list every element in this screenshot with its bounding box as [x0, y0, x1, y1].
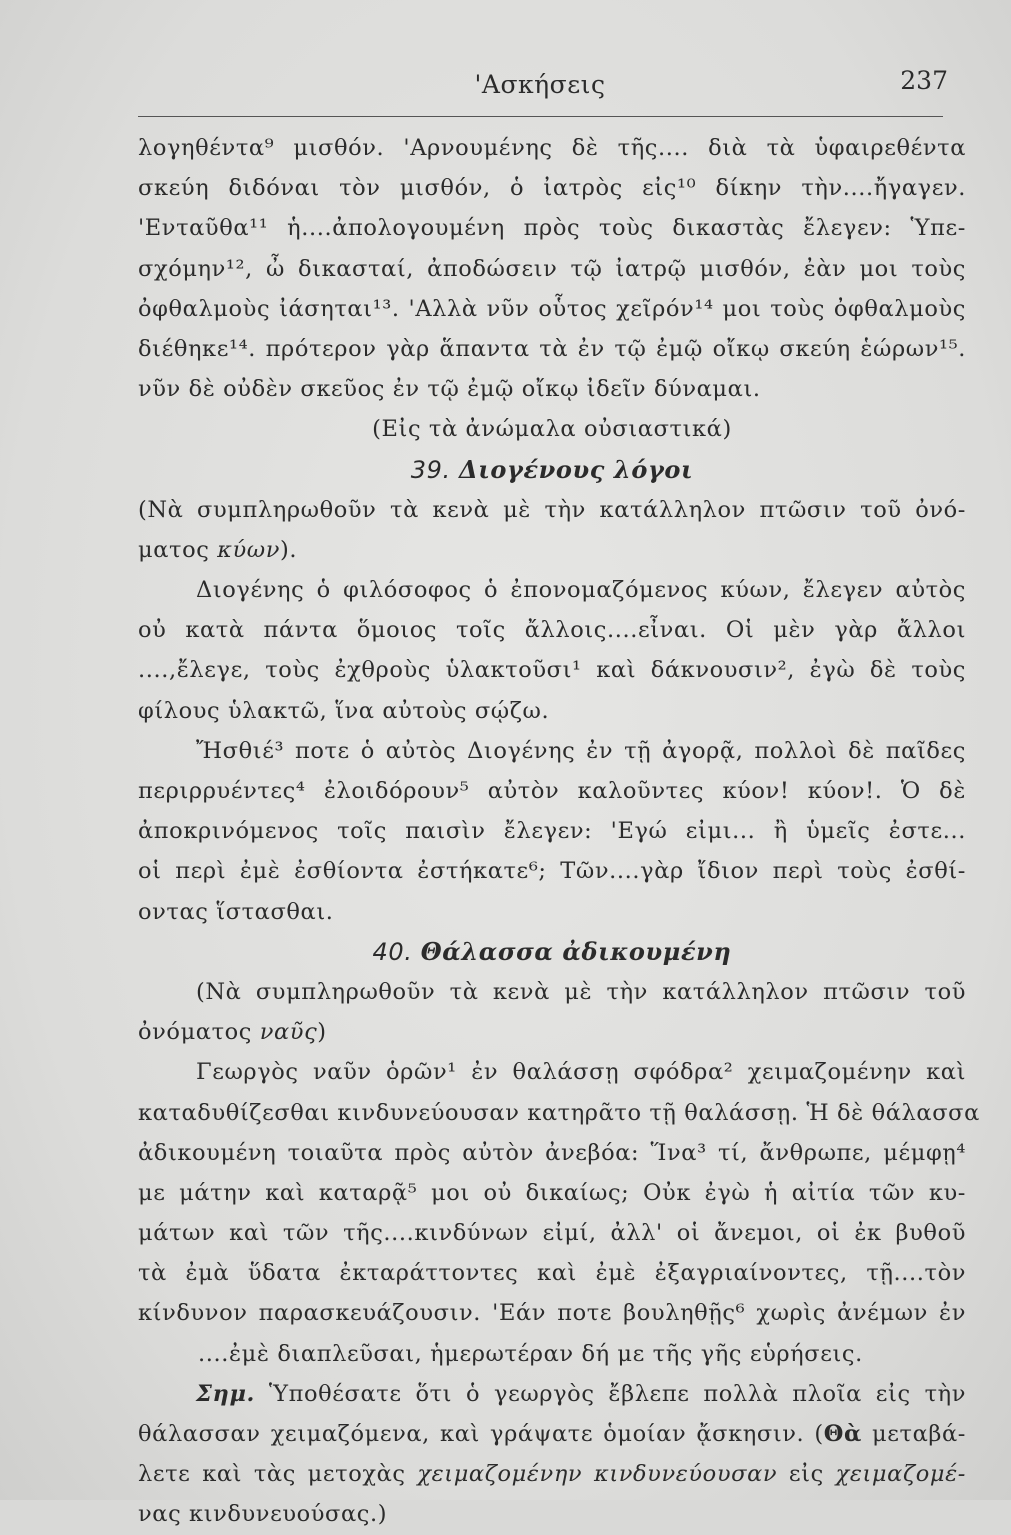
- instruction-line: [138, 530, 966, 570]
- text-line: ....,ἔλεγε, τοὺς ἐχθροὺς ὑλακτοῦσι¹ καὶ δάκνουσιν², ἐγὼ δὲ τοὺς: [138, 657, 966, 684]
- remark-text-bold: Θὰ: [823, 1421, 862, 1447]
- text-line: τὰ ἐμὰ ὕδατα ἐκταράττοντες καὶ ἐμὲ ἐξαγριαίνοντες, τῇ....τὸν: [138, 1260, 966, 1287]
- remark-text-italic: χειμαζομένην κινδυνεύουσαν: [417, 1461, 778, 1488]
- text-line: διέθηκε¹⁴. πρότερον γὰρ ἅπαντα τὰ ἐν τῷ ἐμῷ οἴκῳ σκεύη ἑώρων¹⁵.: [138, 335, 966, 362]
- remark-label: Σημ.: [196, 1380, 255, 1407]
- text-line: νῦν δὲ οὐδὲν σκεῦος ἐν τῷ ἐμῷ οἴκῳ ἰδεῖν δύναμαι.: [138, 376, 761, 403]
- text-line: οὐ κατὰ πάντα ὅμοιος τοῖς ἄλλοις....εἶναι. Οἱ μὲν γὰρ ἄλλοι: [138, 617, 966, 644]
- instruction-line: (Νὰ συμπληρωθοῦν τὰ κενὰ μὲ τὴν κατάλληλον πτῶσιν τοῦ ὀνό-: [138, 496, 966, 523]
- remark-line: [138, 1454, 966, 1494]
- instruction-text: ματος: [138, 536, 218, 563]
- text-line: λογηθέντα⁹ μισθόν. 'Αρνουμένης δὲ τῆς.... διὰ τὰ ὑφαιρεθέντα: [138, 135, 966, 161]
- instruction-line: [138, 1012, 966, 1052]
- running-title: 'Ασκήσεις: [474, 70, 606, 99]
- text-line: μάτων καὶ τῶν τῆς....κινδύνων εἰμί, ἀλλ' οἱ ἄνεμοι, οἱ ἐκ βυθοῦ: [138, 1220, 966, 1247]
- section-40-heading: [138, 932, 966, 972]
- remark-text: μεταβά-: [861, 1421, 966, 1447]
- remark-text-italic: χειμαζομέ-: [835, 1461, 966, 1488]
- text-line: ....ἐμὲ διαπλεῦσαι, ἡμερωτέραν δή με τῆς γῆς εὑρήσεις.: [198, 1340, 863, 1367]
- section-number: 39.: [410, 455, 451, 484]
- text-line: Γεωργὸς ναῦν ὁρῶν¹ ἐν θαλάσσῃ σφόδρα² χειμαζομένην καὶ: [196, 1059, 966, 1086]
- remark-text: εἰς: [777, 1461, 836, 1488]
- page-number: 237: [900, 66, 948, 95]
- text-line: καταδυθίζεσθαι κινδυνεύουσαν κατηρᾶτο τῇ θαλάσσῃ. Ἡ δὲ θάλασσα: [138, 1099, 980, 1126]
- instruction-keyword: ναῦς: [259, 1019, 318, 1046]
- running-header: [120, 64, 960, 108]
- page-body: [138, 128, 980, 1535]
- section-39-heading: [138, 450, 966, 490]
- instruction-text: ): [317, 1019, 327, 1046]
- remark-text: Ὑποθέσατε ὅτι ὁ γεωργὸς ἔβλεπε πολλὰ πλοῖα εἰς τὴν: [254, 1380, 966, 1407]
- text-line: ὀφθαλμοὺς ἰάσηται¹³. 'Αλλὰ νῦν οὗτος χεῖρόν¹⁴ μοι τοὺς ὀφθαλμοὺς: [138, 295, 966, 322]
- instruction-text: ).: [280, 536, 298, 563]
- text-line: φίλους ὑλακτῶ, ἵνα αὐτοὺς σῴζω.: [138, 697, 550, 724]
- text-line: περιρρυέντες⁴ ἐλοιδόρουν⁵ αὐτὸν καλοῦντες κύον! κύον!. Ὁ δὲ: [138, 778, 966, 804]
- instruction-text: ὀνόματος: [138, 1019, 260, 1046]
- text-line: κίνδυνον παρασκευάζουσιν. 'Εάν ποτε βουληθῇς⁶ χωρὶς ἀνέμων ἐν: [138, 1300, 966, 1327]
- text-line: ἀδικουμένη τοιαῦτα πρὸς αὐτὸν ἀνεβόα: Ἵνα³ τί, ἄνθρωπε, μέμφῃ⁴: [138, 1139, 966, 1166]
- header-rule: [138, 116, 943, 117]
- section-title: Θάλασσα ἀδικουμένη: [420, 936, 732, 966]
- remark-line: [138, 1374, 966, 1414]
- remark-text: λετε καὶ τὰς μετοχὰς: [138, 1461, 418, 1488]
- text-line: ἀποκρινόμενος τοῖς παισὶν ἔλεγεν: 'Εγώ εἰμι... ἢ ὑμεῖς ἐστε...: [138, 818, 966, 845]
- irregular-nouns-note: (Εἰς τὰ ἀνώμαλα οὐσιαστικά): [372, 416, 732, 443]
- text-line: σχόμην¹², ὦ δικασταί, ἀποδώσειν τῷ ἰατρῷ μισθόν, ἐὰν μοι τοὺς: [138, 255, 966, 282]
- remark-line: νας κινδυνευούσας.): [138, 1501, 388, 1528]
- section-title: Διογένους λόγοι: [458, 454, 694, 484]
- text-line: 'Ενταῦθα¹¹ ἡ....ἀπολογουμένη πρὸς τοὺς δικαστὰς ἔλεγεν: Ὑπε-: [138, 215, 966, 242]
- text-line: Ἤσθιέ³ ποτε ὁ αὐτὸς Διογένης ἐν τῇ ἀγορᾷ, πολλοὶ δὲ παῖδες: [196, 737, 966, 764]
- text-line: με μάτην καὶ καταρᾷ⁵ μοι οὐ δικαίως; Οὐκ ἐγὼ ἡ αἰτία τῶν κυ-: [138, 1179, 966, 1206]
- instruction-line: (Νὰ συμπληρωθοῦν τὰ κενὰ μὲ τὴν κατάλληλον πτῶσιν τοῦ: [196, 978, 966, 1005]
- instruction-keyword: κύων: [217, 536, 281, 563]
- text-line: οντας ἵστασθαι.: [138, 898, 334, 925]
- remark-text: θάλασσαν χειμαζόμενα, καὶ γράψατε ὁμοίαν ᾄσκησιν. (: [138, 1421, 824, 1447]
- section-number: 40.: [372, 937, 413, 966]
- remark-line: [138, 1414, 966, 1454]
- text-line: σκεύη διδόναι τὸν μισθόν, ὁ ἰατρὸς εἰς¹⁰ δίκην τὴν....ἤγαγεν.: [138, 175, 966, 202]
- text-line: Διογένης ὁ φιλόσοφος ὁ ἐπονομαζόμενος κύων, ἔλεγεν αὐτὸς: [196, 577, 966, 604]
- text-line: οἱ περὶ ἐμὲ ἐσθίοντα ἐστήκατε⁶; Τῶν....γὰρ ἴδιον περὶ τοὺς ἐσθί-: [138, 858, 966, 885]
